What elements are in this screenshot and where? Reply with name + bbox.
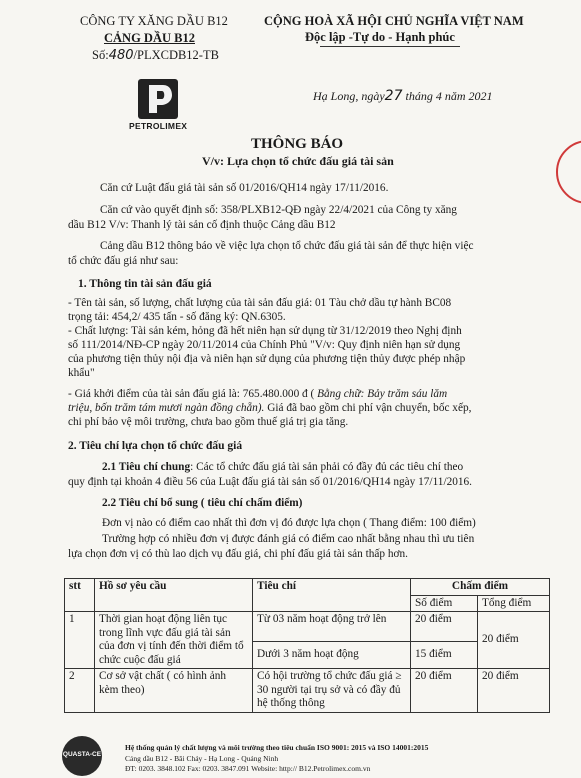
petrolimex-logo (138, 79, 178, 119)
para-announce-2: tổ chức đấu giá như sau: (68, 255, 179, 267)
row2-total: 20 điểm (478, 669, 550, 713)
section1-title: 1. Thông tin tài sản đấu giá (78, 278, 212, 290)
row2-criterion1: Có hội trường tổ chức đấu giá ≥ 30 người tại trụ sở và có đầy đủ hệ thống thông (253, 669, 411, 713)
s1-line3: - Chất lượng: Tài sản kém, hỏng đã hết niên hạn sử dụng từ 31/12/2019 theo Nghị định (68, 325, 462, 337)
s21-line2: quy định tại khoản 4 điều 56 của Luật đấu giá tài sản số 01/2016/QH14 ngày 17/11/2016. (68, 476, 473, 488)
s1-price-line: - Giá khởi điểm của tài sản đấu giá là: 765.480.000 đ ( Bằng chữ: Bảy trăm sáu lăm (68, 388, 448, 400)
subject-line: V/v: Lựa chọn tổ chức đấu giá tài sản (202, 154, 394, 168)
header-criteria: Tiêu chí (253, 579, 411, 612)
quasta-logo-text: QUASTA-CE (62, 751, 102, 758)
row1-points1: 20 điểm (411, 612, 478, 642)
row2-documents: Cơ sở vật chất ( có hình ảnh kèm theo) (95, 669, 253, 713)
s22-line2: Trường hợp có nhiều đơn vị được đánh giá có điểm cao nhất bằng nhau thì ưu tiên (102, 533, 475, 545)
row2-stt: 2 (65, 669, 95, 713)
s22-title: 2.2 Tiêu chí bổ sung ( tiêu chí chấm điểm) (102, 497, 303, 509)
s1-line5: của phương tiện thủy nội địa và niên hạn sử dụng của phương tiện thủy được phép nhập (68, 353, 466, 365)
footer-address: Cảng dầu B12 - Bãi Cháy - Hạ Long - Quảng Ninh (125, 754, 279, 763)
page-title: THÔNG BÁO (251, 136, 344, 152)
criteria-table (64, 578, 550, 713)
row1-criterion2: Dưới 3 năm hoạt động (253, 641, 411, 668)
s22-line1: Đơn vị nào có điểm cao nhất thì đơn vị đó được lựa chọn ( Thang điểm: 100 điểm) (102, 517, 476, 529)
header-total: Tổng điểm (478, 595, 550, 612)
table-row (65, 612, 550, 642)
document-date: Hạ Long, ngày27 tháng 4 năm 2021 (313, 88, 493, 104)
table-row (65, 669, 550, 713)
para-decision-2: dầu B12 V/v: Thanh lý tài sản cố định thuộc Cảng dầu B12 (68, 219, 336, 231)
row1-stt: 1 (65, 612, 95, 669)
table-header-row (65, 579, 550, 596)
footer-iso: Hệ thống quản lý chất lượng và môi trường theo tiêu chuẩn ISO 9001: 2015 và ISO 14001:2015 (125, 743, 429, 752)
row1-documents: Thời gian hoạt động liên tục trong lĩnh vực đấu giá tài sản của đơn vị tính đến thời điểm tổ chức cuộc đấu giá (95, 612, 253, 669)
quasta-logo (62, 736, 102, 776)
header-documents: Hồ sơ yêu cầu (95, 579, 253, 612)
header-points: Số điểm (411, 595, 478, 612)
nation-title: CỘNG HOÀ XÃ HỘI CHỦ NGHĨA VIỆT NAM (264, 14, 524, 28)
row1-points2: 15 điểm (411, 641, 478, 668)
red-stamp (556, 140, 581, 204)
motto-underline (320, 46, 460, 47)
s1-line6: khẩu" (68, 367, 95, 379)
header-stt: stt (65, 579, 95, 612)
s1-line4: số 111/2014/NĐ-CP ngày 20/11/2014 của Chính Phủ "V/v: Quy định niên hạn sử dụng (68, 339, 461, 351)
section2-title: 2. Tiêu chí lựa chọn tổ chức đấu giá (68, 440, 243, 452)
s1-line9: chi phí bảo vệ môi trường, chưa bao gồm thuế giá trị gia tăng. (68, 416, 349, 428)
company-name: CÔNG TY XĂNG DẦU B12 (80, 14, 228, 28)
para-legal-basis: Căn cứ Luật đấu giá tài sản số 01/2016/QH14 ngày 17/11/2016. (100, 182, 389, 194)
nation-motto: Độc lập -Tự do - Hạnh phúc (305, 30, 455, 44)
row1-total: 20 điểm (478, 612, 550, 669)
s22-line3: lựa chọn đơn vị có thù lao dịch vụ đấu giá, chi phí đấu giá tài sản thấp hơn. (68, 548, 408, 560)
s1-line1: - Tên tài sản, số lượng, chất lượng của tài sản đấu giá: 01 Tàu chở dầu tự hành BC08 (68, 297, 452, 309)
ref-number: Số:480/PLXCDB12-TB (92, 48, 219, 63)
footer-contact: ĐT: 0203. 3848.102 Fax: 0203. 3847.091 Website: http:// B12.Petrolimex.com.vn (125, 764, 371, 773)
para-announce-1: Cảng dầu B12 thông báo về việc lựa chọn tổ chức đấu giá tài sản để thực hiện việc (100, 240, 474, 252)
para-decision-1: Căn cứ vào quyết định số: 358/PLXB12-QĐ ngày 22/4/2021 của Công ty xăng (100, 204, 457, 216)
row1-criterion1: Từ 03 năm hoạt động trở lên (253, 612, 411, 642)
branch-name: CẢNG DẦU B12 (104, 31, 195, 45)
s21-line1: 2.1 Tiêu chí chung: Các tổ chức đấu giá tài sản phải có đầy đủ các tiêu chí theo (102, 461, 464, 473)
row2-points1: 20 điểm (411, 669, 478, 713)
s1-line2: trọng tải: 454,2/ 435 tấn - số đăng ký: QN.6305. (68, 311, 286, 323)
logo-caption: PETROLIMEX (129, 121, 188, 131)
s1-price-words: triệu, bốn trăm tám mươi ngàn đồng chẵn). Giá đã bao gồm chi phí vận chuyển, bốc xếp, (68, 402, 472, 414)
header-scoring: Chấm điểm (411, 579, 550, 596)
